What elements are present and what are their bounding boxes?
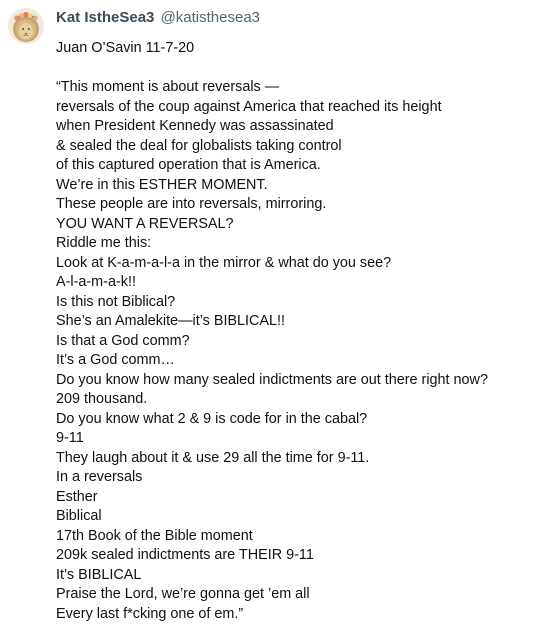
post-header <box>56 9 260 27</box>
post-text-line: of this captured operation that is America. <box>56 157 321 173</box>
post-text-line: when President Kennedy was assassinated <box>56 118 334 134</box>
post-text-line: A-l-a-m-a-k!! <box>56 274 136 290</box>
post-text-line: 209 thousand. <box>56 391 148 407</box>
post-text-line: Biblical <box>56 508 102 524</box>
post-text-line: Riddle me this: <box>56 235 152 251</box>
post-text-line: Every last f*cking one of em.” <box>56 605 244 622</box>
post-text-line: In a reversals <box>56 469 143 485</box>
post-text-line: It’s BIBLICAL <box>56 566 142 583</box>
post-text-line: We’re in this ESTHER MOMENT. <box>56 176 268 193</box>
post-text-line: Esther <box>56 488 98 505</box>
post-text-line: Juan O’Savin 11-7-20 <box>56 40 195 56</box>
post-text-line: These people are into reversals, mirroring. <box>56 196 327 212</box>
post-text-line: It’s a God comm… <box>56 352 175 368</box>
avatar[interactable] <box>8 8 44 44</box>
lion-avatar-icon <box>8 8 44 44</box>
post-text-line: Do you know how many sealed indictments are out there right now? <box>56 371 488 388</box>
post-text-line <box>56 59 526 79</box>
post-text-line: Do you know what 2 & 9 is code for in the cabal? <box>56 410 368 427</box>
post-body <box>56 39 526 624</box>
post-text-line: 9-11 <box>56 430 84 446</box>
post-text-line: Is that a God comm? <box>56 332 190 349</box>
post-text-line: She’s an Amalekite—it’s BIBLICAL!! <box>56 313 286 329</box>
post-text-line: They laugh about it & use 29 all the time for 9-11. <box>56 449 370 466</box>
post-text-line: reversals of the coup against America that reached its height <box>56 98 442 115</box>
author-display-name[interactable]: Kat IstheSea3 <box>56 9 155 26</box>
post-text-line: YOU WANT A REVERSAL? <box>56 215 234 232</box>
post-text-line: 209k sealed indictments are THEIR 9-11 <box>56 547 314 563</box>
post-text-line: Is this not Biblical? <box>56 293 176 310</box>
post-text-line: Look at K-a-m-a-l-a in the mirror & what do you see? <box>56 254 392 271</box>
post-text-line: “This moment is about reversals — <box>56 79 280 95</box>
post-text-line: Praise the Lord, we’re gonna get ’em all <box>56 586 310 602</box>
post-text-line: & sealed the deal for globalists taking control <box>56 137 342 154</box>
post-text-line: 17th Book of the Bible moment <box>56 527 253 544</box>
author-handle[interactable]: @katisthesea3 <box>160 9 261 26</box>
